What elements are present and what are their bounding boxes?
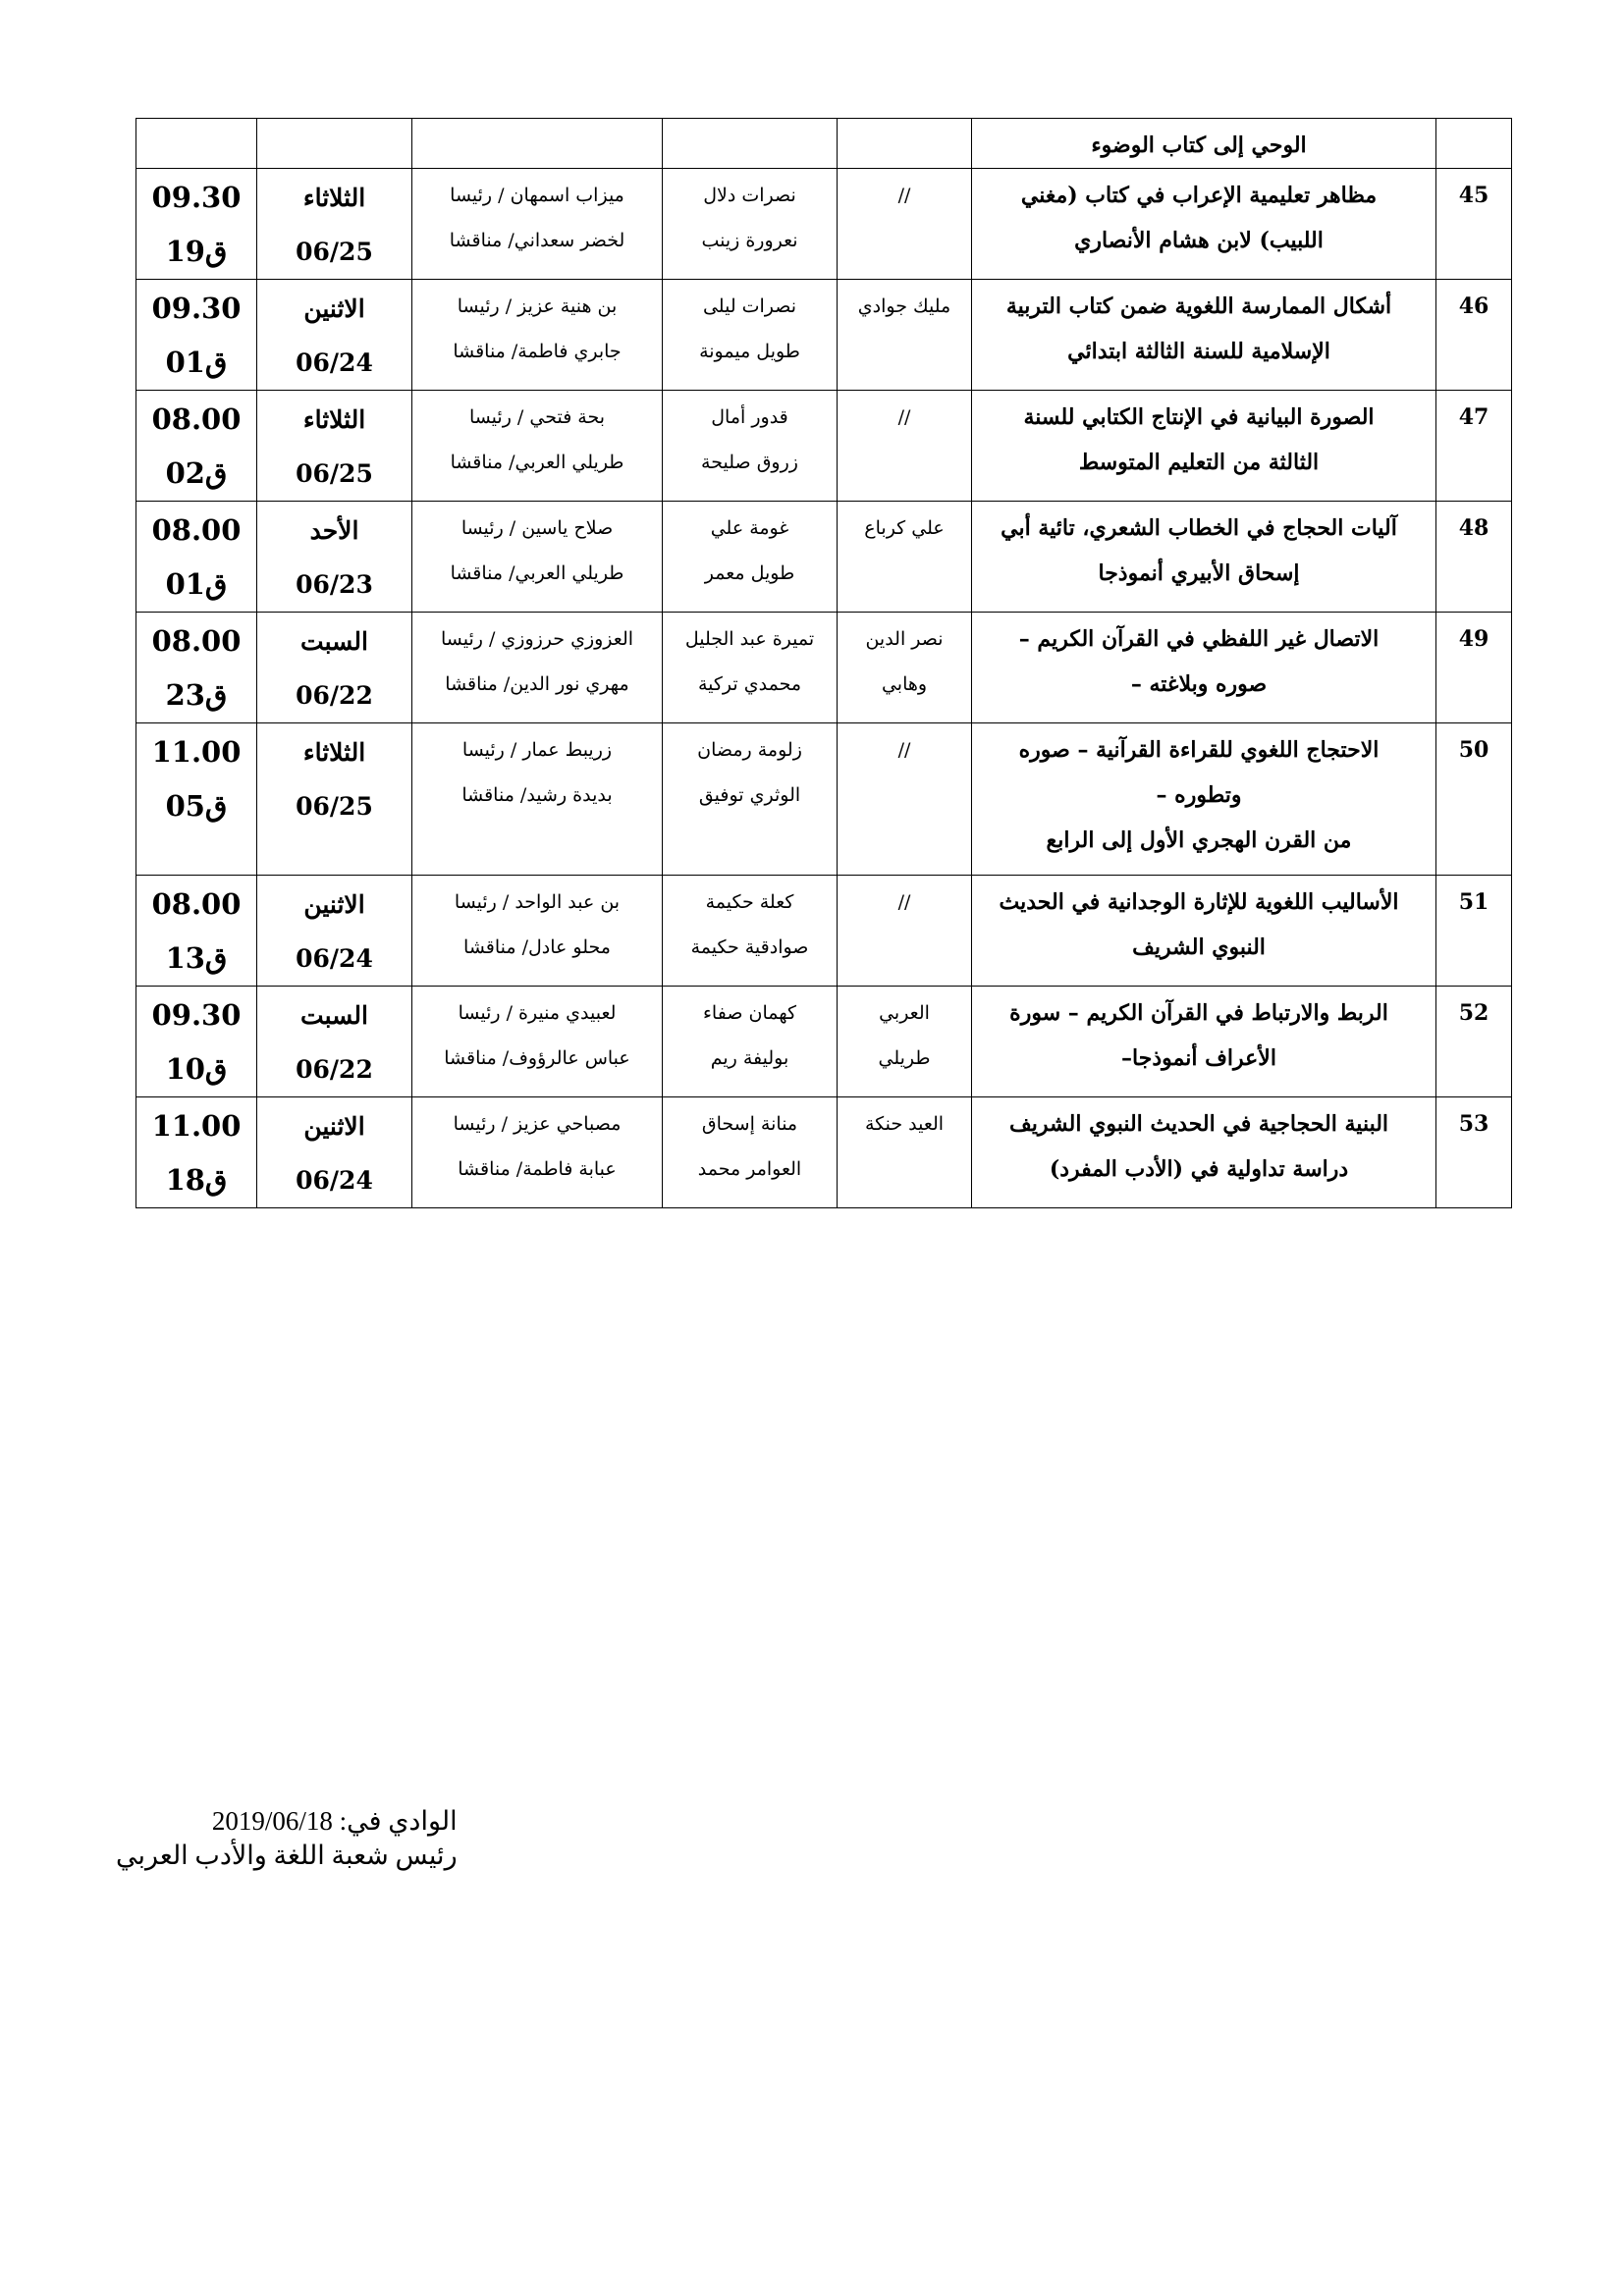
students-line: قدور أمال [711, 406, 788, 428]
jury-line: مصباحي عزيز / رئيسا [453, 1113, 622, 1135]
supervisor-lines [838, 119, 971, 123]
jury-cell [412, 391, 663, 502]
students-cell [663, 987, 838, 1097]
row-number: 48 [1458, 515, 1489, 541]
students-line: منانة إسحاق [701, 1113, 798, 1135]
supervisor-line: علي كرباع [864, 517, 945, 539]
defense-day-line: 06/24 [296, 944, 373, 973]
defense-time-room-line: ق01 [165, 567, 228, 601]
defense-time-room-cell [136, 119, 257, 169]
schedule-body [136, 119, 1512, 1208]
defense-day-line: الثلاثاء [302, 738, 366, 767]
defense-time-room-cell [136, 723, 257, 876]
defense-time-room-lines [136, 723, 256, 833]
supervisor-line: العيد حنكة [864, 1113, 945, 1135]
defense-day-line: 06/25 [296, 792, 373, 821]
table-row [136, 987, 1512, 1097]
table-row [136, 280, 1512, 391]
students-line: صوادقية حكيمة [690, 936, 809, 958]
defense-day-lines [257, 1097, 411, 1207]
row-number: 45 [1458, 183, 1489, 208]
supervisor-cell [838, 723, 972, 876]
jury-line: ميزاب اسمهان / رئيسا [450, 185, 624, 206]
jury-cell [412, 987, 663, 1097]
row-number-cell [1436, 119, 1512, 169]
students-line: طويل ميمونة [699, 341, 800, 362]
defense-time-room-lines [136, 1097, 256, 1207]
defense-day-line: الاثنين [303, 294, 365, 323]
students-line: العوامر محمد [697, 1158, 802, 1180]
supervisor-cell [838, 119, 972, 169]
thesis-title-line: آليات الحجاج في الخطاب الشعري، تائية أبي [1001, 515, 1397, 541]
thesis-title-line: الاتصال غير اللفظي في القرآن الكريم – [1018, 626, 1380, 652]
jury-lines [412, 391, 662, 485]
jury-lines [412, 876, 662, 970]
row-number-cell [1436, 723, 1512, 876]
students-line: بوليفة ريم [710, 1047, 789, 1069]
jury-lines [412, 1097, 662, 1192]
students-lines [663, 502, 837, 596]
defense-day-lines [257, 391, 411, 501]
students-lines [663, 169, 837, 263]
defense-day-lines [257, 987, 411, 1096]
defense-time-room-cell [136, 876, 257, 987]
students-line: نصرات دلال [703, 185, 796, 206]
jury-cell [412, 613, 663, 723]
students-cell [663, 613, 838, 723]
defense-time-room-line: 08.00 [151, 402, 242, 436]
supervisor-line: طريلي [878, 1047, 931, 1069]
jury-line: زريبط عمار / رئيسا [461, 739, 613, 761]
jury-lines [412, 613, 662, 707]
thesis-title-lines [972, 391, 1435, 485]
defense-day-cell [257, 987, 412, 1097]
jury-line: عبابة فاطمة/ مناقشا [458, 1158, 617, 1180]
thesis-title-line: الأعراف أنموذجا– [1121, 1045, 1276, 1071]
defense-day-line: 06/25 [296, 238, 373, 266]
defense-day-lines [257, 169, 411, 279]
defense-day-cell [257, 119, 412, 169]
supervisor-lines [838, 1097, 971, 1147]
defense-day-lines [257, 502, 411, 612]
defense-day-cell [257, 876, 412, 987]
students-cell [663, 502, 838, 613]
thesis-title-line: الصورة البيانية في الإنتاج الكتابي للسنة [1023, 404, 1375, 430]
defense-day-line: 06/24 [296, 1166, 373, 1195]
defense-time-room-cell [136, 987, 257, 1097]
students-lines [663, 723, 837, 818]
footer-date: الوادي في: 2019/06/18 [211, 1806, 458, 1836]
defense-time-room-lines [136, 876, 256, 986]
defense-time-room-cell [136, 391, 257, 502]
defense-time-room-line: ق18 [165, 1163, 228, 1197]
defense-time-room-cell [136, 502, 257, 613]
defense-day-lines [257, 613, 411, 722]
supervisor-lines [838, 280, 971, 329]
jury-cell [412, 876, 663, 987]
thesis-title-cell [972, 502, 1436, 613]
students-cell [663, 723, 838, 876]
table-row [136, 391, 1512, 502]
students-cell [663, 876, 838, 987]
supervisor-cell [838, 876, 972, 987]
jury-lines [412, 987, 662, 1081]
thesis-title-cell [972, 391, 1436, 502]
supervisor-line: // [897, 406, 911, 428]
defense-day-line: الأحد [309, 516, 359, 545]
defense-day-cell [257, 280, 412, 391]
row-number-cell [1436, 169, 1512, 280]
thesis-title-lines [972, 169, 1435, 263]
students-line: غومة علي [710, 517, 789, 539]
jury-line: بديدة رشيد/ مناقشا [461, 784, 613, 806]
row-number: 46 [1458, 294, 1489, 319]
thesis-title-cell [972, 119, 1436, 169]
defense-time-room-lines [136, 502, 256, 612]
jury-line: طريلي العربي/ مناقشا [450, 452, 624, 473]
defense-time-room-cell [136, 613, 257, 723]
row-number-cell [1436, 502, 1512, 613]
supervisor-cell [838, 1097, 972, 1208]
row-number [1436, 119, 1511, 123]
defense-schedule-table [135, 118, 1512, 1208]
defense-day-cell [257, 502, 412, 613]
students-line: نعرورة زينب [701, 230, 798, 251]
footer-signature [116, 1804, 458, 1873]
supervisor-cell [838, 391, 972, 502]
students-cell [663, 280, 838, 391]
defense-time-room-line: 09.30 [151, 292, 242, 325]
defense-time-room-lines [136, 613, 256, 722]
jury-line: لخضر سعداني/ مناقشا [449, 230, 625, 251]
students-line: تميرة عبد الجليل [684, 628, 815, 650]
table-row [136, 169, 1512, 280]
jury-line: العزوزي حرزوزي / رئيسا [440, 628, 634, 650]
jury-lines [412, 502, 662, 596]
supervisor-lines [838, 169, 971, 218]
defense-time-room-line: 09.30 [151, 998, 242, 1032]
jury-cell [412, 1097, 663, 1208]
supervisor-line: مليك جوادي [857, 295, 951, 317]
jury-line: طريلي العربي/ مناقشا [450, 562, 624, 584]
defense-day-line: الاثنين [303, 890, 365, 919]
supervisor-lines [838, 391, 971, 440]
defense-day-line: 06/24 [296, 348, 373, 377]
table-row [136, 876, 1512, 987]
thesis-title-cell [972, 876, 1436, 987]
footer-department-head: رئيس شعبة اللغة والأدب العربي [116, 1841, 458, 1870]
defense-day-lines [257, 119, 411, 121]
row-number-cell [1436, 280, 1512, 391]
defense-time-room-line: ق23 [165, 678, 228, 712]
defense-day-lines [257, 280, 411, 390]
supervisor-lines [838, 502, 971, 551]
table-row [136, 119, 1512, 169]
jury-line: محلو عادل/ مناقشا [463, 936, 611, 958]
defense-day-lines [257, 876, 411, 986]
thesis-title-line: الوحي إلى كتاب الوضوء [1091, 133, 1307, 158]
defense-time-room-line: ق02 [165, 456, 228, 490]
defense-time-room-line: 11.00 [151, 735, 242, 769]
students-line: نصرات ليلى [702, 295, 797, 317]
defense-day-line: الثلاثاء [302, 405, 366, 434]
row-number: 51 [1458, 889, 1489, 915]
students-lines [663, 613, 837, 707]
table-row [136, 613, 1512, 723]
students-lines [663, 280, 837, 374]
jury-cell [412, 502, 663, 613]
row-number-cell [1436, 391, 1512, 502]
thesis-title-line: أشكال الممارسة اللغوية ضمن كتاب التربية [1005, 294, 1392, 319]
thesis-title-cell [972, 723, 1436, 876]
row-number-cell [1436, 613, 1512, 723]
defense-time-room-line: 08.00 [151, 513, 242, 547]
defense-time-room-line: 09.30 [151, 181, 242, 214]
row-number: 47 [1458, 404, 1489, 430]
row-number-cell [1436, 987, 1512, 1097]
students-lines [663, 391, 837, 485]
defense-time-room-line: ق05 [165, 789, 228, 823]
defense-day-line: 06/22 [296, 1055, 373, 1084]
defense-time-room-line: 11.00 [151, 1109, 242, 1143]
thesis-title-line: الإسلامية للسنة الثالثة ابتدائي [1067, 339, 1330, 364]
jury-lines [412, 280, 662, 374]
defense-day-line: السبت [300, 1001, 368, 1030]
row-number-cell [1436, 876, 1512, 987]
students-lines [663, 1097, 837, 1192]
students-line: زروق صليحة [701, 452, 798, 473]
students-line: زلومة رمضان [697, 739, 802, 761]
thesis-title-lines [972, 723, 1435, 863]
students-line: الوثري توفيق [698, 784, 801, 806]
jury-cell [412, 119, 663, 169]
defense-time-room-line: 08.00 [151, 624, 242, 658]
defense-day-cell [257, 613, 412, 723]
defense-day-line: 06/23 [296, 570, 373, 599]
students-cell [663, 391, 838, 502]
supervisor-line: // [897, 739, 911, 761]
thesis-title-line: الثالثة من التعليم المتوسط [1078, 450, 1320, 475]
thesis-title-line: النبوي الشريف [1132, 934, 1266, 960]
thesis-title-line: صوره وبلاغته – [1130, 671, 1268, 697]
jury-line: بن عبد الواحد / رئيسا [454, 891, 621, 913]
thesis-title-line: إسحاق الأبيري أنموذجا [1098, 561, 1300, 586]
thesis-title-line: البنية الحجاجية في الحديث النبوي الشريف [1008, 1111, 1389, 1137]
supervisor-cell [838, 987, 972, 1097]
row-number: 50 [1458, 737, 1489, 763]
defense-time-room-line: ق01 [165, 346, 228, 379]
jury-cell [412, 723, 663, 876]
row-number: 49 [1458, 626, 1489, 652]
students-lines [663, 987, 837, 1081]
defense-time-room-lines [136, 119, 256, 121]
jury-line: مهري نور الدين/ مناقشا [445, 673, 629, 695]
defense-time-room-lines [136, 391, 256, 501]
jury-cell [412, 280, 663, 391]
thesis-title-line: وتطوره – [1156, 782, 1242, 808]
defense-time-room-cell [136, 280, 257, 391]
defense-day-lines [257, 723, 411, 833]
defense-day-line: السبت [300, 627, 368, 656]
defense-time-room-line: ق13 [165, 941, 228, 975]
defense-day-line: الثلاثاء [302, 184, 366, 212]
jury-lines [412, 169, 662, 263]
defense-day-cell [257, 723, 412, 876]
thesis-title-lines [972, 1097, 1435, 1192]
supervisor-lines [838, 723, 971, 773]
jury-line: عباس عالرؤوف/ مناقشا [444, 1047, 630, 1069]
thesis-title-lines [972, 119, 1435, 168]
jury-line: صلاح ياسين / رئيسا [460, 517, 614, 539]
students-lines [663, 119, 837, 123]
supervisor-line: نصر الدين [865, 628, 944, 650]
defense-day-cell [257, 169, 412, 280]
thesis-title-line: الاحتجاج اللغوي للقراءة القرآنية – صوره [1018, 737, 1380, 763]
students-line: كعلة حكيمة [705, 891, 794, 913]
defense-time-room-cell [136, 1097, 257, 1208]
jury-cell [412, 169, 663, 280]
defense-time-room-lines [136, 987, 256, 1096]
thesis-title-cell [972, 280, 1436, 391]
defense-time-room-line: ق19 [165, 235, 228, 268]
defense-time-room-line: ق10 [165, 1052, 228, 1086]
thesis-title-lines [972, 502, 1435, 596]
thesis-title-line: مظاهر تعليمية الإعراب في كتاب (مغني [1020, 183, 1378, 208]
jury-line: لعبيدي منيرة / رئيسا [458, 1002, 617, 1024]
defense-time-room-line: 08.00 [151, 887, 242, 921]
students-cell [663, 169, 838, 280]
defense-time-room-lines [136, 280, 256, 390]
thesis-title-lines [972, 876, 1435, 970]
jury-line: بن هنية عزيز / رئيسا [457, 295, 618, 317]
jury-line: بحة فتحي / رئيسا [468, 406, 606, 428]
supervisor-cell [838, 502, 972, 613]
thesis-title-cell [972, 987, 1436, 1097]
defense-time-room-cell [136, 169, 257, 280]
table-row [136, 723, 1512, 876]
supervisor-line: العربي [879, 1002, 930, 1024]
thesis-title-line: اللبيب) لابن هشام الأنصاري [1074, 228, 1324, 253]
students-cell [663, 119, 838, 169]
supervisor-lines [838, 987, 971, 1081]
thesis-title-lines [972, 280, 1435, 374]
jury-lines [412, 119, 662, 123]
students-cell [663, 1097, 838, 1208]
thesis-title-line: دراسة تداولية في (الأدب المفرد) [1049, 1156, 1349, 1182]
students-line: كهمان صفاء [702, 1002, 797, 1024]
students-lines [663, 876, 837, 970]
table-row [136, 1097, 1512, 1208]
supervisor-cell [838, 613, 972, 723]
thesis-title-line: الربط والارتباط في القرآن الكريم – سورة [1009, 1000, 1388, 1026]
thesis-title-line: الأساليب اللغوية للإثارة الوجدانية في الحديث [999, 889, 1399, 915]
defense-time-room-lines [136, 169, 256, 279]
supervisor-line: // [897, 891, 911, 913]
defense-day-line: 06/22 [296, 681, 373, 710]
supervisor-cell [838, 280, 972, 391]
jury-line: جابري فاطمة/ مناقشا [453, 341, 622, 362]
students-line: محمدي تركية [697, 673, 802, 695]
thesis-title-cell [972, 169, 1436, 280]
thesis-title-lines [972, 613, 1435, 707]
supervisor-cell [838, 169, 972, 280]
students-line: طويل معمر [704, 562, 795, 584]
thesis-title-line: من القرن الهجري الأول إلى الرابع [1046, 828, 1352, 853]
thesis-title-cell [972, 613, 1436, 723]
defense-day-line: الاثنين [303, 1112, 365, 1141]
row-number: 53 [1458, 1111, 1489, 1137]
defense-day-cell [257, 391, 412, 502]
thesis-title-cell [972, 1097, 1436, 1208]
supervisor-lines [838, 613, 971, 707]
defense-day-line: 06/25 [296, 459, 373, 488]
table-row [136, 502, 1512, 613]
row-number: 52 [1458, 1000, 1489, 1026]
supervisor-lines [838, 876, 971, 925]
defense-day-cell [257, 1097, 412, 1208]
row-number-cell [1436, 1097, 1512, 1208]
supervisor-line: // [897, 185, 911, 206]
thesis-title-lines [972, 987, 1435, 1081]
jury-lines [412, 723, 662, 818]
supervisor-line: وهابي [881, 673, 928, 695]
